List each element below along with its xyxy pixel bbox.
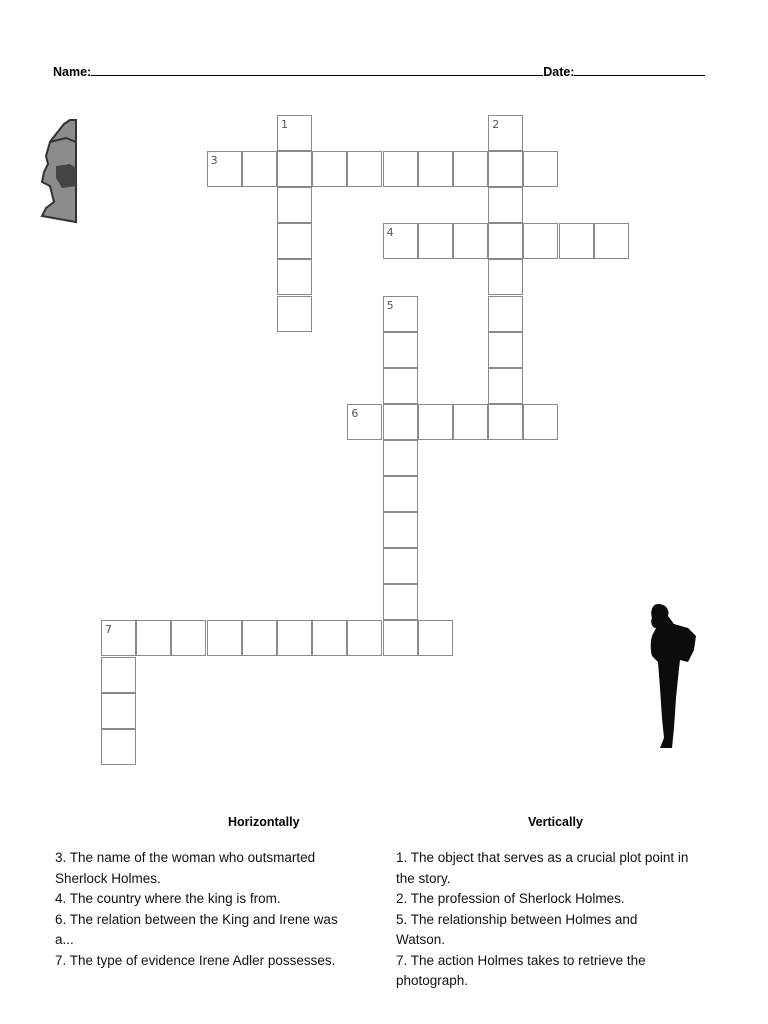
crossword-cell[interactable] xyxy=(523,223,558,259)
clue-line: 5. The relationship between Holmes and xyxy=(396,911,638,927)
clue-number: 6 xyxy=(351,406,359,420)
crossword-cell[interactable] xyxy=(383,584,418,620)
clue-line: Watson. xyxy=(396,932,446,947)
crossword-cell[interactable] xyxy=(383,440,418,476)
crossword-cell[interactable] xyxy=(453,223,488,259)
crossword-cell[interactable] xyxy=(488,368,523,404)
clue-number: 4 xyxy=(386,226,394,240)
crossword-cell[interactable] xyxy=(312,620,347,656)
crossword-cell[interactable] xyxy=(523,404,558,440)
crossword-cell[interactable] xyxy=(101,620,136,656)
clue-number: 3 xyxy=(210,154,218,168)
crossword-cell[interactable] xyxy=(383,223,418,259)
crossword-cell[interactable] xyxy=(207,620,242,656)
crossword-cell[interactable] xyxy=(418,620,453,656)
crossword-cell[interactable] xyxy=(418,151,453,187)
crossword-cell[interactable] xyxy=(453,404,488,440)
name-label: Name: xyxy=(53,65,92,79)
crossword-cell[interactable] xyxy=(277,259,312,295)
crossword-cell[interactable] xyxy=(347,404,382,440)
clue-line: the story. xyxy=(396,870,451,886)
vertical-clues-list xyxy=(396,848,736,992)
crossword-cell[interactable] xyxy=(136,620,171,656)
clue-line: 7. The type of evidence Irene Adler possesses. xyxy=(55,952,336,968)
crossword-cell[interactable] xyxy=(488,404,523,440)
horizontal-clues-list xyxy=(55,848,390,971)
crossword-cell[interactable] xyxy=(488,259,523,295)
clue-line: 7. The action Holmes takes to retrieve the xyxy=(396,952,646,968)
crossword-cell[interactable] xyxy=(101,693,136,729)
crossword-cell[interactable] xyxy=(383,332,418,368)
crossword-cell[interactable] xyxy=(418,404,453,440)
crossword-cell[interactable] xyxy=(277,115,312,151)
crossword-cell[interactable] xyxy=(242,620,277,656)
crossword-cell[interactable] xyxy=(207,151,242,187)
crossword-cell[interactable] xyxy=(488,296,523,332)
crossword-cell[interactable] xyxy=(488,115,523,151)
clue-line: 4. The country where the king is from. xyxy=(55,891,281,906)
crossword-cell[interactable] xyxy=(453,151,488,187)
vertical-clues-title: Vertically xyxy=(528,815,583,829)
clue-number: 1 xyxy=(281,118,288,131)
date-label: Date: xyxy=(543,65,575,79)
clue-line: 1. The object that serves as a crucial plot point in xyxy=(396,850,689,865)
clue-line: 3. The name of the woman who outsmarted xyxy=(55,850,316,865)
crossword-cell[interactable] xyxy=(383,548,418,584)
crossword-cell[interactable] xyxy=(383,368,418,404)
crossword-cell[interactable] xyxy=(277,223,312,259)
crossword-cell[interactable] xyxy=(418,223,453,259)
crossword-cell[interactable] xyxy=(171,620,206,656)
horizontal-clues-title: Horizontally xyxy=(228,815,300,829)
crossword-cell[interactable] xyxy=(488,151,523,187)
crossword-cell[interactable] xyxy=(523,151,558,187)
crossword-cell[interactable] xyxy=(383,512,418,548)
clue-number: 5 xyxy=(386,298,394,312)
crossword-cell[interactable] xyxy=(383,404,418,440)
crossword-cell[interactable] xyxy=(242,151,277,187)
crossword-cell[interactable] xyxy=(312,151,347,187)
crossword-cell[interactable] xyxy=(383,476,418,512)
crossword-cell[interactable] xyxy=(594,223,629,259)
crossword-cell[interactable] xyxy=(383,151,418,187)
clue-number: 2 xyxy=(492,118,500,131)
crossword-cell[interactable] xyxy=(277,620,312,656)
crossword-cell[interactable] xyxy=(488,187,523,223)
crossword-cell[interactable] xyxy=(101,657,136,693)
clue-line: 6. The relation between the King and Irene was xyxy=(55,911,338,927)
clue-line: Sherlock Holmes. xyxy=(55,870,161,886)
clue-line: photograph. xyxy=(396,973,469,988)
crossword-cell[interactable] xyxy=(277,296,312,332)
crossword-cell[interactable] xyxy=(488,332,523,368)
clue-line: 2. The profession of Sherlock Holmes. xyxy=(396,891,625,906)
crossword-cell[interactable] xyxy=(277,187,312,223)
clue-number: 7 xyxy=(105,623,112,637)
crossword-cell[interactable] xyxy=(277,151,312,187)
crossword-cell[interactable] xyxy=(559,223,594,259)
clue-line: a... xyxy=(55,932,74,947)
crossword-cell[interactable] xyxy=(383,296,418,332)
crossword-cell[interactable] xyxy=(347,151,382,187)
crossword-cell[interactable] xyxy=(347,620,382,656)
crossword-cell[interactable] xyxy=(488,223,523,259)
crossword-cell[interactable] xyxy=(383,620,418,656)
crossword-cell[interactable] xyxy=(101,729,136,765)
